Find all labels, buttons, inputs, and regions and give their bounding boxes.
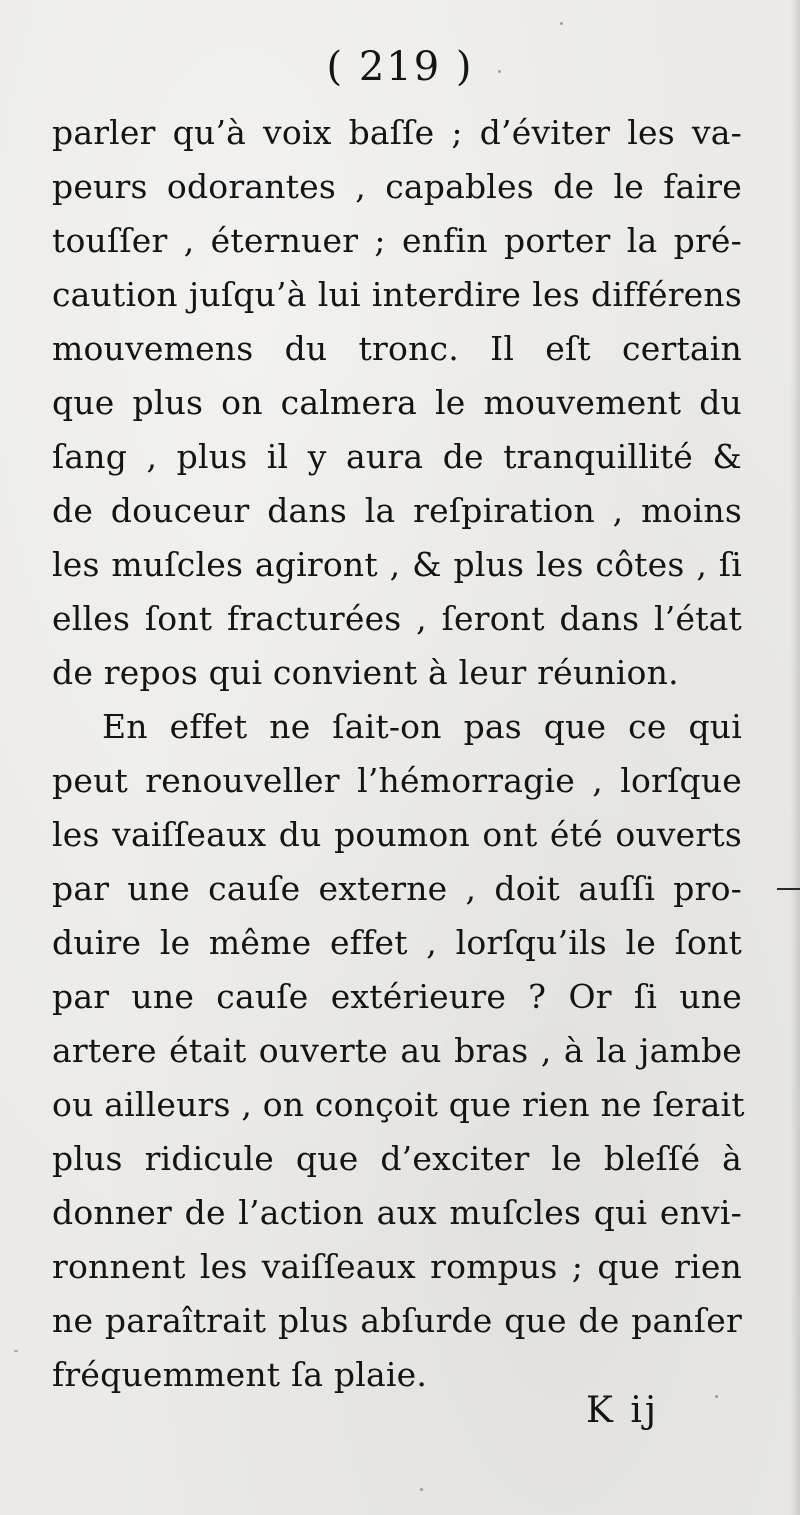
ink-speck [715,1395,718,1398]
text-line: par une cauſe extérieure ? Or ſi une [52,977,742,1016]
text-line: elles ſont fracturées , ſeront dans l’état [52,599,742,638]
text-line: artere était ouverte au bras , à la jambe [52,1031,742,1070]
text-line: donner de l’action aux muſcles qui envi- [52,1193,742,1232]
body-text [52,106,745,1402]
text-line: parler qu’à voix baſſe ; d’éviter les va- [52,113,742,152]
text-line: caution juſqu’à lui interdire les différens [52,275,742,314]
text-line: par une cauſe externe , doit auſſi pro- [52,869,742,908]
text-line: de douceur dans la reſpiration , moins [52,491,742,530]
text-line: ronnent les vaiſſeaux rompus ; que rien [52,1247,742,1286]
text-line: peurs odorantes , capables de le faire [52,167,742,206]
margin-line-mark [777,888,800,890]
text-line: les vaiſſeaux du poumon ont été ouverts [52,815,742,854]
paragraph-end-line: fréquemment ſa plaie. [52,1355,428,1394]
text-line: ou ailleurs , on conçoit que rien ne ſerait [52,1085,745,1124]
ink-speck [560,22,563,25]
paragraph-end-line: de repos qui convient à leur réunion. [52,653,679,692]
ink-speck [14,1350,18,1352]
page-edge-shadow [790,0,800,1515]
ink-speck [498,70,501,73]
text-line: duire le même effet , lorſqu’ils le ſont [52,923,742,962]
text-line: les muſcles agiront , & plus les côtes , ſi [52,545,742,584]
ink-speck [420,1488,423,1491]
text-line: peut renouveller l’hémorragie , lorſque [52,761,742,800]
text-line: ſang , plus il y aura de tranquillité & [52,437,742,476]
text-line: plus ridicule que d’exciter le bleſſé à [52,1139,742,1178]
text-line: mouvemens du tronc. Il eſt certain [52,329,742,368]
text-line: touſſer , éternuer ; enfin porter la pré- [52,221,742,260]
page-number: ( 219 ) [326,44,474,90]
text-line: ne paraîtrait plus abſurde que de panſer [52,1301,742,1340]
signature-mark: K ij [586,1390,660,1431]
text-line: que plus on calmera le mouvement du [52,383,742,422]
paragraph-start-line: En effet ne ſait-on pas que ce qui [102,707,742,746]
